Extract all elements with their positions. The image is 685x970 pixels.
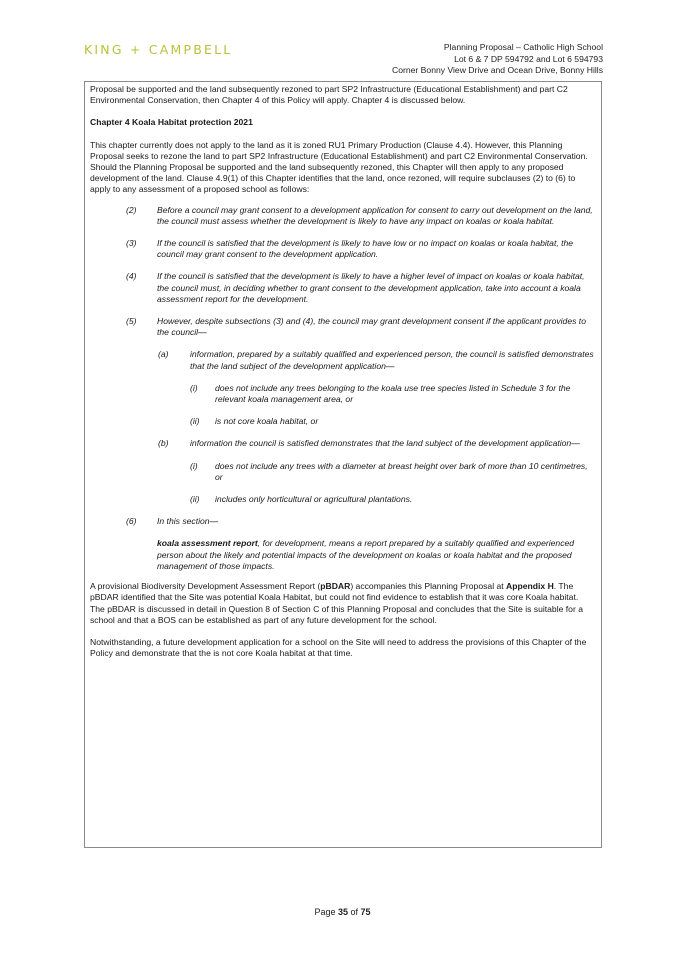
clause-5b-i bbox=[90, 461, 595, 483]
clause-2 bbox=[90, 205, 595, 227]
clause-5b bbox=[90, 438, 595, 449]
clause-3 bbox=[90, 238, 595, 260]
clause-number: (ii) bbox=[190, 416, 200, 427]
clause-number: (b) bbox=[158, 438, 169, 449]
clause-text: does not include any trees belonging to the koala use tree species listed in Schedule 3 for the relevant koala management area, or bbox=[215, 382, 571, 405]
clause-text: If the council is satisfied that the development is likely to have a higher level of impact on koalas or koala habitat, the council must, in deciding whether to grant consent to the development application, take into account a koala assessment report for the development. bbox=[157, 271, 585, 304]
clause-5b-ii bbox=[90, 494, 595, 505]
clause-number: (2) bbox=[126, 204, 137, 215]
pbdar-text-2: ) accompanies this Planning Proposal at bbox=[350, 581, 507, 592]
definition-text: , for development, means a report prepared by a suitably qualified and experienced person about the likely and potential impacts of the development on koalas or koala habitat and the proposed management of those impacts. bbox=[157, 538, 575, 571]
clause-text: In this section— bbox=[157, 516, 219, 527]
notwithstanding-paragraph: Notwithstanding, a future development application for a school on the Site will need to address the provisions of this Chapter of the Policy and demonstrate that the is not core Koala habitat at that time. bbox=[90, 636, 587, 659]
clause-number: (i) bbox=[190, 460, 198, 471]
chapter-applicability-paragraph: This chapter currently does not apply to the land as it is zoned RU1 Primary Production (Clause 4.4). However, this Planning Proposal seeks to rezone the land to part SP2 Infrastructure (Educational Establishment) and part C2 Environmental Conservation. Should the Planning Proposal be supported and the land subsequently rezoned, this Chapter will then apply to any proposed development of the land. Clause 4.9(1) of this Chapter identifies that the land, once rezoned, will require subclauses (2) to (6) to apply to any assessment of a proposed school as follows: bbox=[90, 139, 588, 195]
logo-word-king: KING bbox=[84, 42, 124, 57]
clause-number: (4) bbox=[126, 271, 137, 282]
definition-paragraph bbox=[90, 538, 595, 572]
lot-description: Lot 6 & 7 DP 594792 and Lot 6 594793 bbox=[454, 53, 603, 64]
clause-text: information, prepared by a suitably qualified and experienced person, the council is satisfied demonstrates that the land subject of the development application— bbox=[190, 349, 594, 371]
clause-text: However, despite subsections (3) and (4), the council may grant development consent if the applicant provides to the council— bbox=[157, 316, 586, 338]
clause-text: Before a council may grant consent to a development application for consent to carry out development on the land, the council must assess whether the development is likely to have any impact on koalas or koala habitat. bbox=[157, 204, 593, 226]
clause-5a-ii bbox=[90, 416, 595, 427]
page-label: Page bbox=[314, 907, 336, 917]
clause-4 bbox=[90, 271, 595, 305]
clause-6 bbox=[90, 516, 595, 527]
content-frame bbox=[84, 81, 602, 848]
logo-word-campbell: CAMPBELL bbox=[148, 42, 233, 57]
pbdar-abbrev: pBDAR bbox=[320, 581, 351, 592]
pbdar-text-3: . The pBDAR identified that the Site was potential Koala Habitat, but could not find evidence to establish that it was core Koala habitat. The pBDAR is discussed in detail in Question 8 of Section C of this Planning Proposal and concludes that the Site is suitable for a school and that a BOS can be established as part of any future development for the school. bbox=[90, 581, 583, 625]
page-of: of bbox=[350, 907, 359, 917]
clause-5 bbox=[90, 316, 595, 338]
document-title: Planning Proposal – Catholic High School bbox=[443, 42, 603, 52]
clause-number: (6) bbox=[126, 516, 137, 527]
clause-number: (a) bbox=[158, 349, 169, 360]
page-current: 35 bbox=[337, 907, 348, 917]
clause-5a-i bbox=[90, 383, 595, 405]
clause-number: (ii) bbox=[190, 494, 200, 505]
pbdar-paragraph bbox=[90, 581, 595, 626]
clause-text: information the council is satisfied demonstrates that the land subject of the development application— bbox=[190, 438, 580, 449]
logo-plus: + bbox=[129, 42, 143, 57]
clause-number: (3) bbox=[126, 238, 137, 249]
intro-paragraph: Proposal be supported and the land subsequently rezoned to part SP2 Infrastructure (Educational Establishment) and part C2 Environmental Conservation, then Chapter 4 of this Policy will apply. Chapter 4 is discussed below. bbox=[90, 84, 568, 106]
page-header bbox=[392, 42, 603, 77]
pbdar-text-1: A provisional Biodiversity Development Assessment Report ( bbox=[90, 581, 321, 592]
page-total: 75 bbox=[360, 907, 371, 917]
clause-text: does not include any trees with a diameter at breast height over bark of more than 10 centimetres, or bbox=[215, 460, 588, 482]
definition-term: koala assessment report bbox=[157, 538, 258, 549]
clause-text: is not core koala habitat, or bbox=[215, 416, 319, 427]
clause-text: If the council is satisfied that the development is likely to have low or no impact on koalas or koala habitat, the council may grant consent to the development application. bbox=[157, 238, 574, 260]
clause-number: (i) bbox=[190, 382, 198, 393]
clause-number: (5) bbox=[126, 316, 137, 327]
clause-5a bbox=[90, 349, 595, 371]
appendix-reference: Appendix H bbox=[506, 581, 554, 592]
site-address: Corner Bonny View Drive and Ocean Drive, Bonny Hills bbox=[392, 65, 603, 76]
company-logo bbox=[84, 42, 232, 57]
clause-text: includes only horticultural or agricultural plantations. bbox=[215, 494, 413, 505]
section-heading: Chapter 4 Koala Habitat protection 2021 bbox=[90, 117, 253, 128]
page-footer bbox=[0, 907, 685, 917]
